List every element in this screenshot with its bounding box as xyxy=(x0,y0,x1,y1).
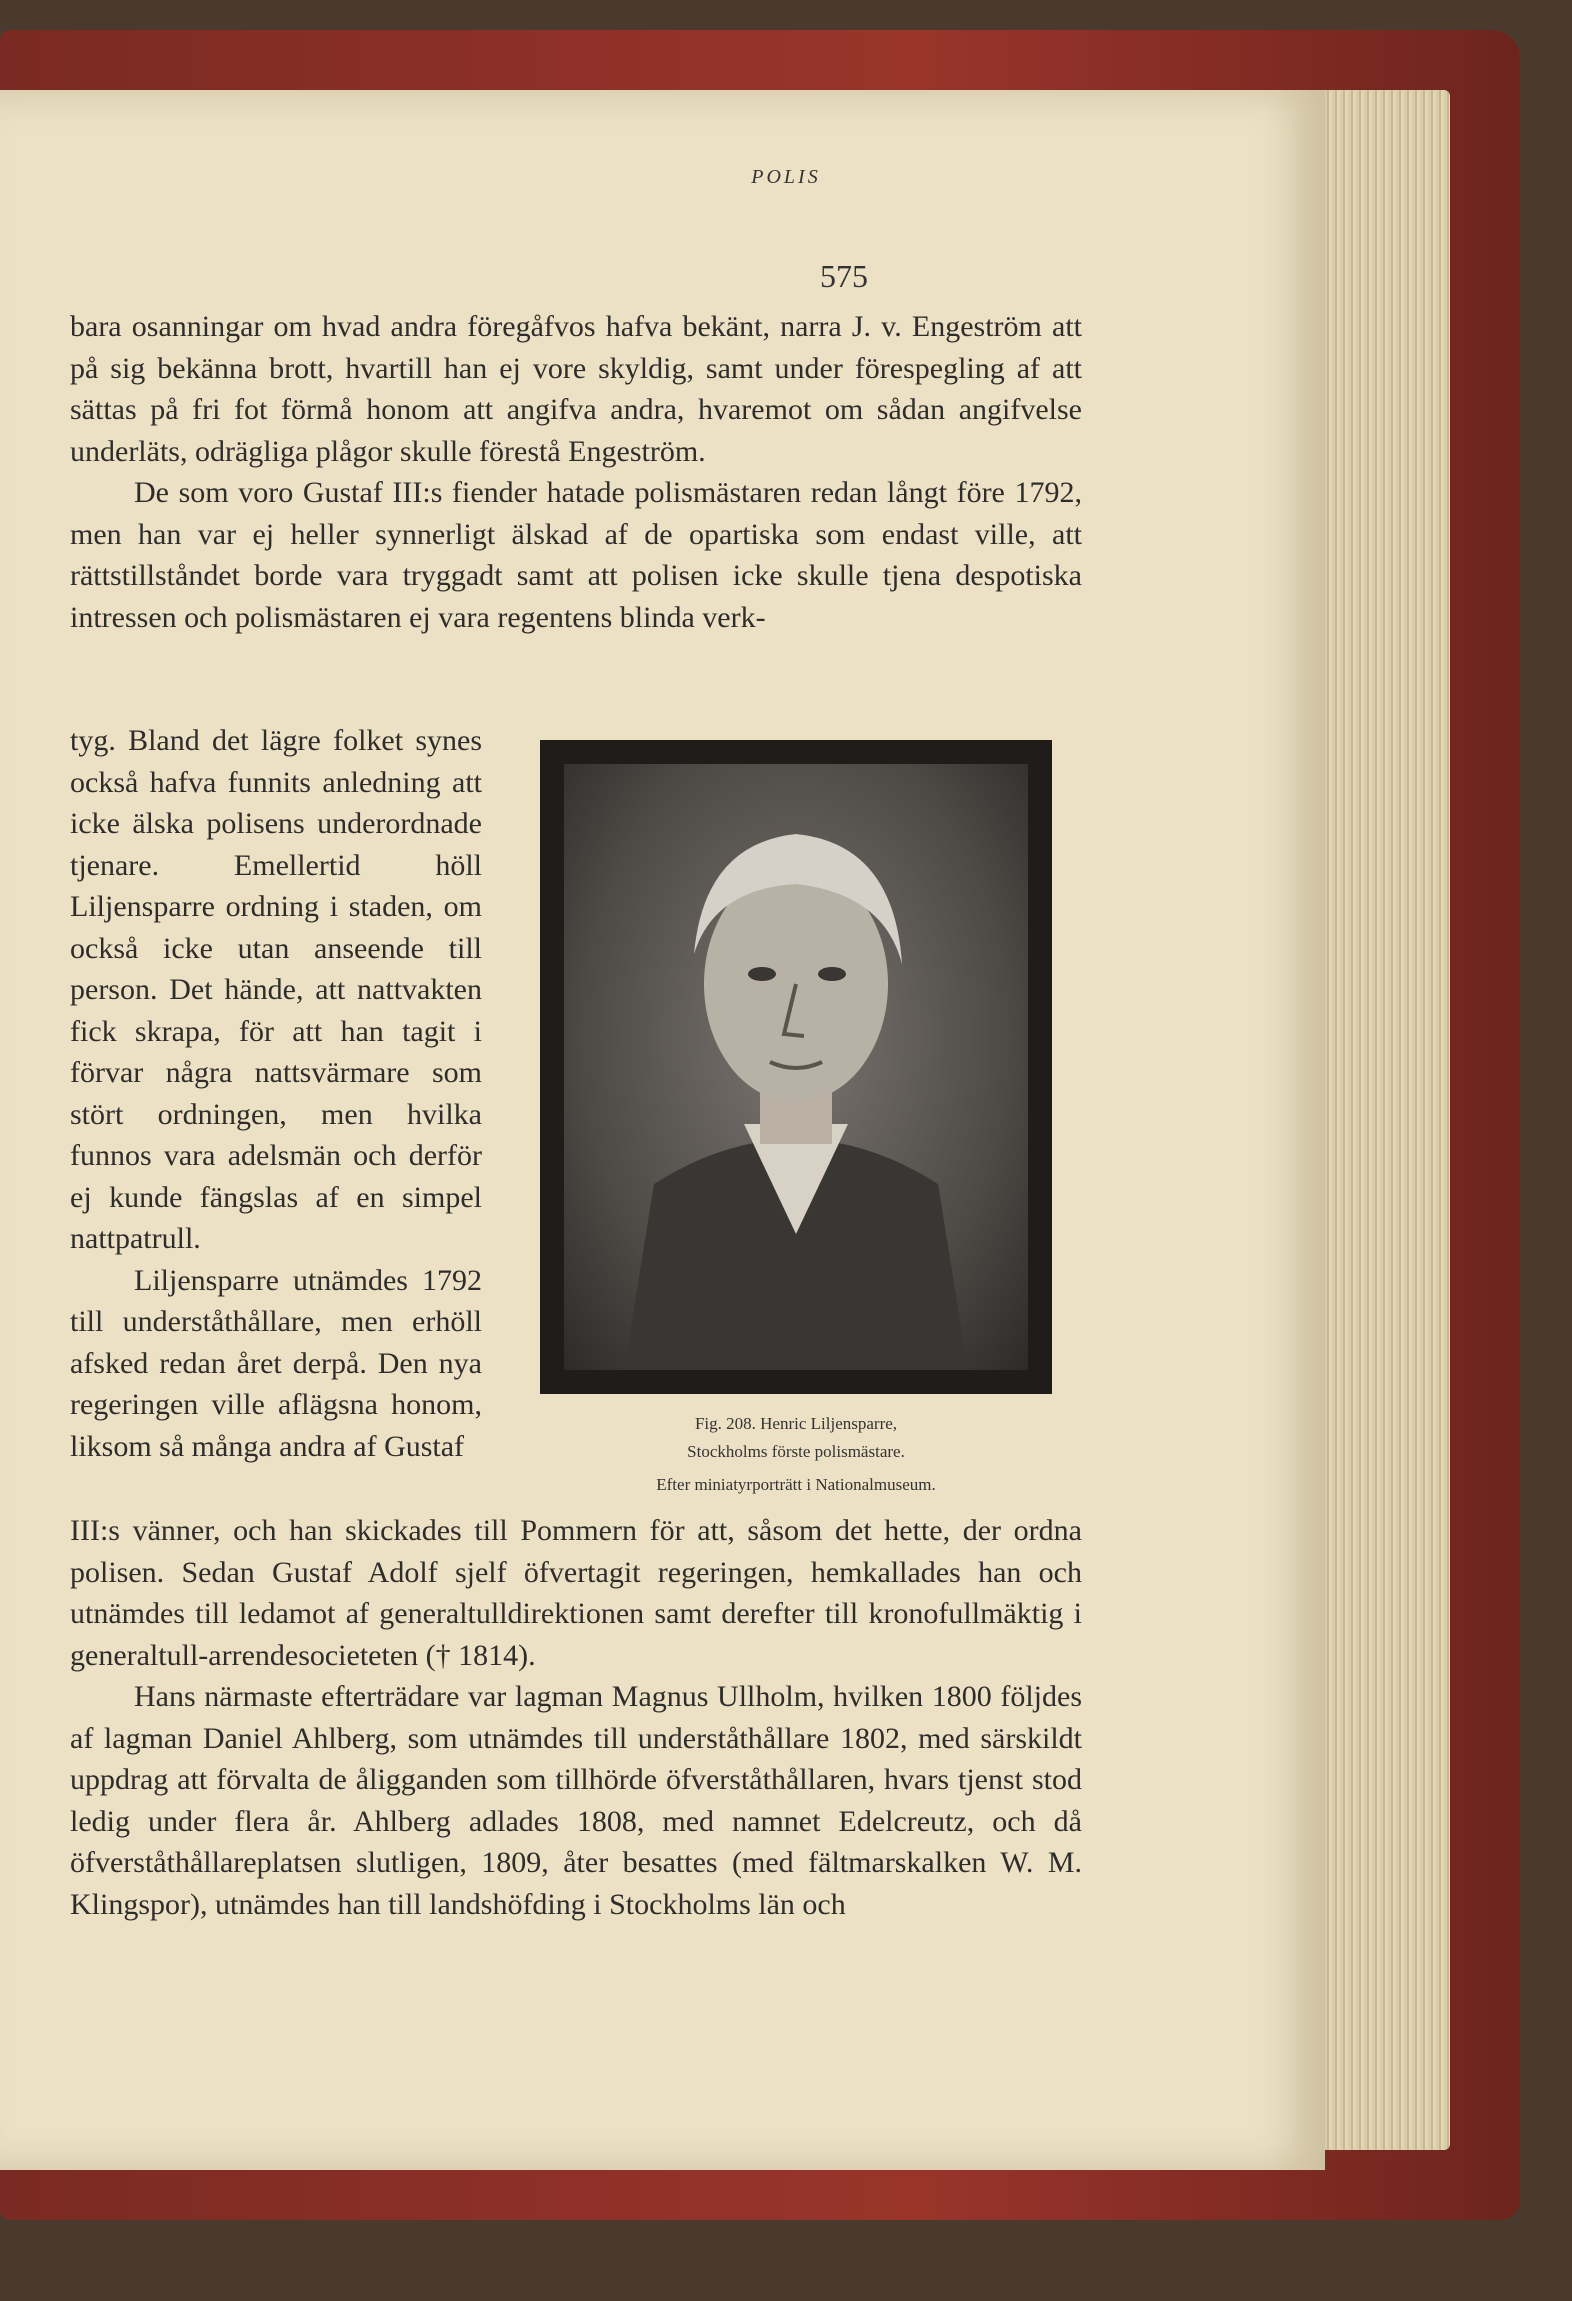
paragraph: Liljensparre utnämdes 1792 till underståthållare, men erhöll afsked redan året derpå. Den nya regeringen ville aflägsna honom, liksom så många andra af Gustaf xyxy=(70,1263,482,1463)
paragraph: bara osanningar om hvad andra föregåfvos hafva bekänt, narra J. v. Engeström att på sig bekänna brott, hvartill han ej vore skyldig, samt under förespegling af att sättas på fri fot förmå honom att angifva andra, hvaremot om sådan angifvelse underläts, odrägliga plågor skulle förestå Engeström. xyxy=(70,310,1082,468)
running-head: POLIS xyxy=(751,166,821,188)
paragraph: De som voro Gustaf III:s fiender hatade polismästaren redan långt före 1792, men han var ej heller synnerligt älskad af de opartiska som endast ville, att rättstillståndet borde vara tryggadt samt att polisen icke skulle tjena despotiska intressen och polismästaren ej vara regentens blinda verk- xyxy=(70,476,1082,634)
paragraph: tyg. Bland det lägre folket synes också hafva funnits anledning att icke älska polisens underordnade tjenare. Emellertid höll Liljensparre ordning i staden, om också icke utan anseende till person. Det hände, att nattvakten fick skrapa, för att han tagit i förvar några nattsvärmare som stört ordningen, men hvilka funnos vara adelsmän och derför ej kunde fängslas af en simpel nattpatrull. xyxy=(70,724,482,1255)
figure-caption-subtitle: Stockholms förste polismästare. xyxy=(687,1442,905,1461)
body-text-bottom xyxy=(70,1510,1082,1925)
figure-caption-source: Efter miniatyrporträtt i Nationalmuseum. xyxy=(656,1475,936,1494)
body-text-top xyxy=(70,306,1082,638)
body-text-beside-figure xyxy=(70,720,482,1467)
paragraph: III:s vänner, och han skickades till Pommern för att, såsom det hette, der ordna polisen. Sedan Gustaf Adolf sjelf öfvertagit regeringen, hemkallades han och utnämdes till ledamot af generaltulldirektionen samt derefter till kronofullmäktig i generaltull-arrendesocieteten († 1814). xyxy=(70,1514,1082,1672)
portrait-illustration xyxy=(564,764,1028,1370)
portrait-image xyxy=(564,764,1028,1370)
paragraph: Hans närmaste efterträdare var lagman Magnus Ullholm, hvilken 1800 följdes af lagman Daniel Ahlberg, som utnämdes till underståthållare 1802, med särskildt uppdrag att förvalta de åligganden som tillhörde öfverståthållaren, hvars tjenst stod ledig under flera år. Ahlberg adlades 1808, med namnet Edelcreutz, och då öfverståthållareplatsen slutligen, 1809, åter besattes (med fältmarskalken W. M. Klingspor), utnämdes han till landshöfding i Stockholms län och xyxy=(70,1680,1082,1921)
page-number: 575 xyxy=(820,258,868,294)
portrait-figure xyxy=(540,740,1052,1394)
figure-caption-title: Fig. 208. Henric Liljensparre, xyxy=(694,1414,898,1433)
